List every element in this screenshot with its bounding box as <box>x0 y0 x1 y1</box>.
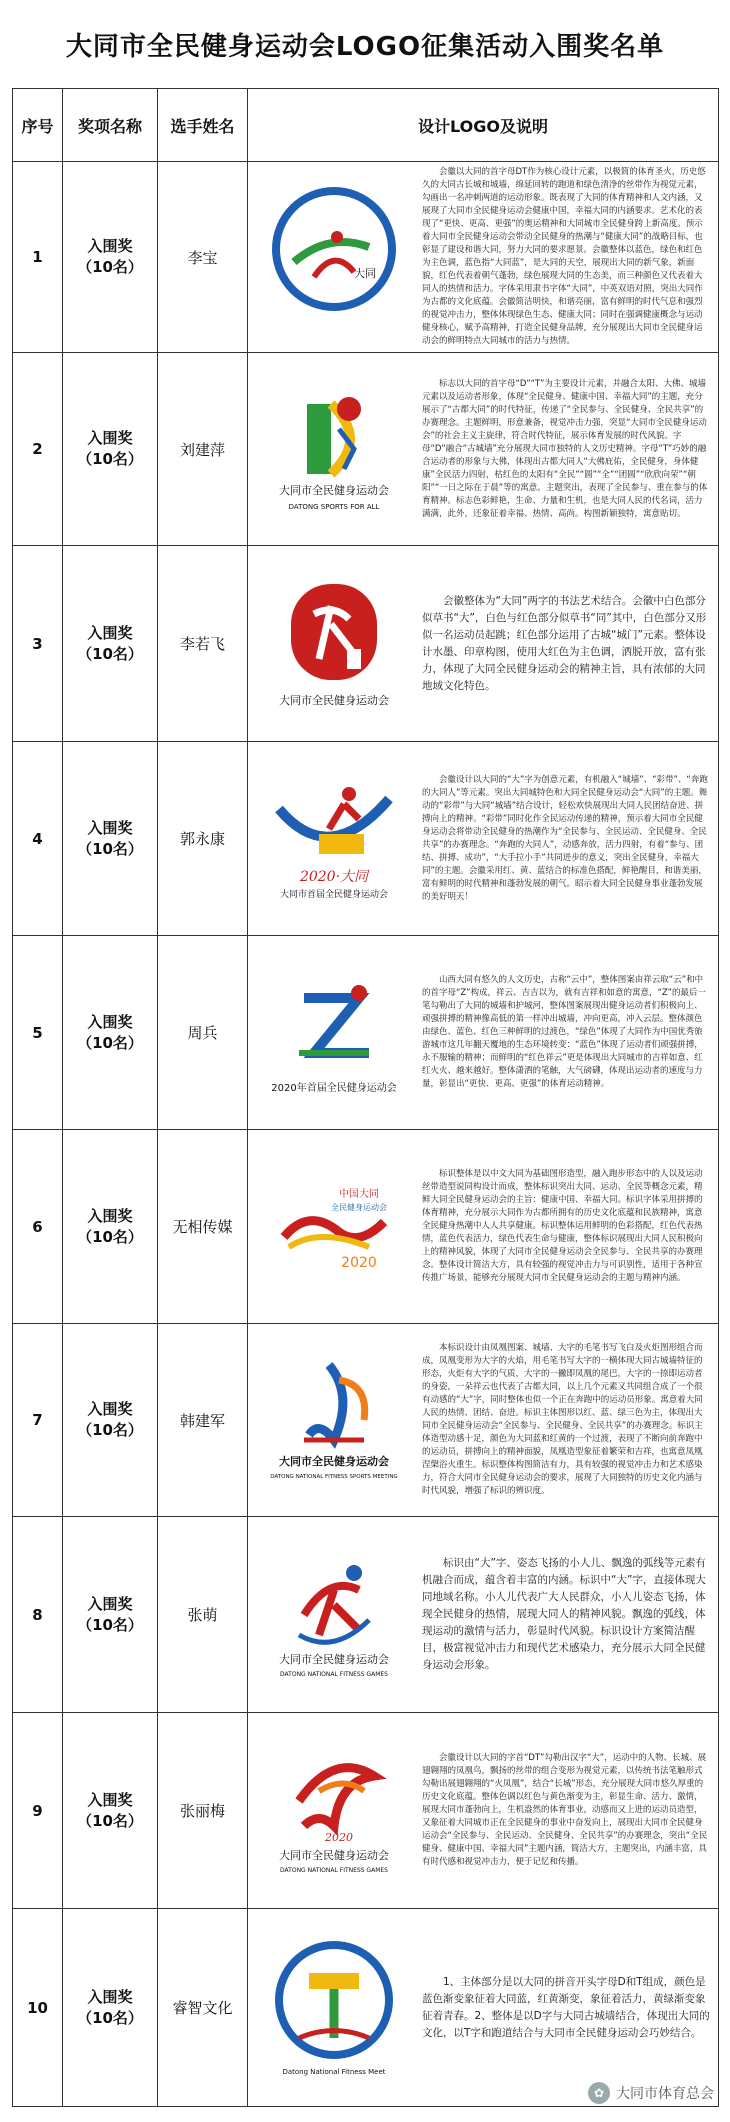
award-cell <box>63 1909 158 2107</box>
logo-description: 1、主体部分是以大同的拼音开头字母D和T组成，颜色是蓝色渐变象征着大同蓝，红黄渐变，象征着活力，黄绿渐变象征着青春。2、整体是以D字与大同古城墙结合，体现出大同的文化，以T字和跑道结合与大同市全民健身运动会巧妙结合。 <box>422 1975 710 2039</box>
award-name: 入围奖 <box>87 1012 133 1031</box>
logo-text: 大同市全民健身运动会 <box>279 1652 389 1666</box>
logo-image <box>254 1335 414 1505</box>
winner-name: 无相传媒 <box>158 1130 248 1324</box>
logo-image <box>254 1726 414 1896</box>
logo-text: DATONG NATIONAL FITNESS SPORTS MEETING <box>270 1474 398 1480</box>
logo-text: 2020年首届全民健身运动会 <box>271 1082 397 1094</box>
logo-image <box>254 754 414 924</box>
logo-text: 大同市全民健身运动会 <box>279 693 389 707</box>
logo-description: 标识由“大”字、姿态飞扬的小人儿、飘逸的弧线等元素有机融合而成，蕴含着丰富的内涵。标识中“大”字，直接体现大同地域名称。小人儿代表广大人民群众，小人儿姿态飞扬，体现全民健身的热情，展现大同人的精神风貌。飘逸的弧线，体现运动的激情与活力，彰显时代风貌。标识设计方案简洁醒目，极富视觉冲击力和现代艺术感染力，充分展示大同全民健身运动会形象。 <box>422 1557 706 1671</box>
row-number: 6 <box>13 1130 63 1324</box>
winner-name: 韩建军 <box>158 1324 248 1517</box>
logo-image <box>254 559 414 729</box>
table-row <box>13 1909 719 2107</box>
table-header-row <box>13 89 719 162</box>
row-number: 3 <box>13 546 63 742</box>
award-cell <box>63 1517 158 1713</box>
award-name: 入围奖 <box>87 1987 133 2006</box>
winner-name: 郭永康 <box>158 742 248 936</box>
logo-text: 大同市全民健身运动会 <box>279 484 389 497</box>
logo-sun <box>337 397 361 421</box>
logo-text: 2020·大同 <box>299 868 369 885</box>
award-count: （10名） <box>77 450 143 468</box>
award-name: 入围奖 <box>87 1400 133 1418</box>
award-cell <box>63 546 158 742</box>
logo-text: 大同市全民健身运动会 <box>279 1455 389 1468</box>
logo-text: DATONG NATIONAL FITNESS GAMES <box>280 1866 388 1874</box>
winner-name: 张萌 <box>158 1517 248 1713</box>
header-award: 奖项名称 <box>63 89 158 162</box>
table-row <box>13 1324 719 1517</box>
logo-text: 大同市全民健身运动会 <box>279 1848 389 1862</box>
logo-gate <box>347 649 361 669</box>
award-cell <box>63 936 158 1130</box>
header-design: 设计LOGO及说明 <box>248 89 719 162</box>
row-number: 7 <box>13 1324 63 1517</box>
award-cell <box>63 1130 158 1324</box>
design-cell <box>248 1909 719 2107</box>
row-number: 8 <box>13 1517 63 1713</box>
award-name: 入围奖 <box>87 429 133 447</box>
award-count: （10名） <box>77 2008 143 2027</box>
logo-image <box>254 1923 414 2093</box>
logo-figure <box>314 261 354 277</box>
logo-text: 2020 <box>341 1254 377 1271</box>
award-cell <box>63 742 158 936</box>
award-count: （10名） <box>77 1033 143 1052</box>
logo-description: 山西大同有悠久的人文历史，古称“云中”，整体图案由祥云取“云”和中的首字母“Z”构成，祥云、吉吉以为，就有吉祥和如意的寓意，“Z”的最后一笔勾勒出了大同的城墙和护城河，整体图案展现出健身运动者们积极向上、顽强拼搏的精神像高低的第一样冲出城墙，冲向更高，冲入云层。整体颜色由绿色、蓝色、红色三种鲜明的过渡色，“绿色”体现了大同作为中国优秀旅游城市这几年翻天覆地的生态环境转变：“蓝色”体现了运动者们顽强拼搏，永不服输的精神；而鲜明的“红色祥云”更是体现出大同城市的吉祥如意、红红火火、越来越好。整体潇洒的笔触，大气磅礴，体现出运动者的速度与力量，彰显出“更快、更高、更强”的体育运动精神。 <box>422 975 706 1089</box>
winner-name: 刘建萍 <box>158 353 248 546</box>
award-cell <box>63 1713 158 1909</box>
table-row <box>13 162 719 353</box>
award-count: （10名） <box>77 644 143 663</box>
results-table <box>12 88 719 2107</box>
row-number: 10 <box>13 1909 63 2107</box>
award-name: 入围奖 <box>87 237 133 255</box>
logo-image <box>254 1142 414 1312</box>
design-cell <box>248 546 719 742</box>
logo-description: 会徽设计以大同的字首“DT”勾勒出汉字“大”，运动中的人物、长城、展翅翱翔的凤凰鸟，飘扬的丝带的组合变形为视觉元素，以传统书法笔触形式勾勒出展翅翱翔的“火凤凰”，结合“长城”形态，充分展现大同市悠久厚重的历史文化底蕴。整体色调以红色与黄色渐变为主，彰显生命、活力、激情，展现大同市蓬勃向上，生机盎然的体育事业，动感而又上进的运动员造型，又象征着大同城市正在全民健身的事业中奋发向上，展现出大同市全民健身运动会“全民参与、全民运动、全民健身、全民共享”的办赛理念，突出“全民健身、健康中国、幸福大同”主题内涵，简洁大方，主题突出，内涵丰富，具有时代感和视觉冲击力，便于记忆和传播。 <box>422 1753 708 1867</box>
logo-image <box>254 1530 414 1700</box>
row-number: 2 <box>13 353 63 546</box>
logo-description: 会徽设计以大同的“大”字为创意元素，有机融入“城墙”、“彩带”、“奔跑的大同人”等元素。突出大同城特色和大同全民健身运动会“大同”的主题。舞动的“彩带”与大同“城墙”结合设计，轻松欢快展现出大同人民团结奋进、拼搏向上的精神。“彩带”同时化作全民运动传递的精神，预示着大同市全民健身运动会将带动全民健身的热潮作为“全民参与、全民运动、全民健身、全民共享”的办赛理念。“奔跑的大同人”，动感奔放，活力四射，有着“参与、团结、拼搏、成功”，“大手拉小手”共同进步的意义，突出全民健身，幸福大同”的主题。会徽采用红、黄、蓝结合的标准色搭配，鲜艳醒目，和谐美丽，富有鲜明的时代精神和蓬勃发展的朝气。昭示着大同全民健身事业蓬勃发展的美好明天！ <box>422 774 708 902</box>
table-row <box>13 1130 719 1324</box>
logo-description: 会徽整体为“大同”两字的书法艺术结合。会徽中白色部分似草书“大”，白色与红色部分似草书“同”其中，白色部分又形似一名运动员起跳；红色部分运用了古城“城门”元素。整体设计水墨、印章构图，使用大红色为主色调，洒脱开放，富有张力，体现了大同全民健身运动会的精神主旨，具有浓郁的大同地域文化特色。 <box>422 594 707 692</box>
logo-text: DATONG SPORTS FOR ALL <box>288 503 380 511</box>
logo-d-wall <box>307 404 331 474</box>
row-number: 5 <box>13 936 63 1130</box>
design-cell <box>248 1517 719 1713</box>
logo-image <box>254 364 414 534</box>
award-cell <box>63 353 158 546</box>
logo-description: 本标识设计由凤凰图案、城墙、大字的毛笔书写飞白及火炬图形组合而成，凤凰变形为大字的火焰，用毛笔书写大字的一横体现大同古城墙特征的形态，火炬有大字的气质，大字的一撇即凤凰的尾巴，大字的一捺即运动者的身姿，一朵祥云也代表了古都大同，以上几个元素又共同组合成了一个很有动感的“大”字，同时整体也似一个正在奔跑中的运动员形象。寓意着大同人民的热情、团结、奋进。标识主体图形以红、蓝、绿三色为主，体现出大同市全民健身运动会“全民参与、全民健身、全民共享”的办赛理念。标识主体造型动感十足，颜色为大同蓝和红黄的一个过渡，表现了不断向前奔跑中的运动员，拼搏向上的精神面貌，凤凰造型象征着繁荣和吉祥，也寓意凤凰涅槃浴火重生。标识整体构图简洁有力，具有较强的视觉冲击力和艺术感染力，符合大同市全民健身运动会的要求，展现了大同独特的历史文化内涵与时代风貌，增强了标识的辨识度。 <box>422 1343 703 1496</box>
logo-da-figure <box>304 1585 359 1634</box>
winner-name: 周兵 <box>158 936 248 1130</box>
design-cell <box>248 1713 719 1909</box>
logo-text: 2020 <box>325 1830 353 1844</box>
row-number: 9 <box>13 1713 63 1909</box>
award-count: （10名） <box>77 258 143 276</box>
logo-wall <box>319 834 364 854</box>
logo-wall <box>309 1973 359 1989</box>
winner-name: 张丽梅 <box>158 1713 248 1909</box>
design-cell <box>248 742 719 936</box>
header-num: 序号 <box>13 89 63 162</box>
logo-description: 标识整体是以中文大同为基础图形造型，融入跑步形态中的人以及运动丝带造型说同构设计而成，整体标识突出大同、运动、全民等概念元素，精鲜大同全民健身运动会的主旨：健康中国、幸福大同。标识字体采用拼搏的体育精神，充分展示大同作为古都所拥有的历史文化底蕴和民族精神，寓意全民健身热潮中人人共享健康。标识整体运用鲜明的色彩搭配，红色代表热情，蓝色代表活力，绿色代表生命与健康，整体标识展现出大同人民积极向上的精神风貌，体现了大同市全民健身运动会全民参与、全民共享的办赛理念。整体设计简洁大方，具有较强的视觉冲击力与可识别性，适用于各种宣传推广场景，能够充分展现大同市全民健身运动会的主题与精神内涵。 <box>422 1169 703 1283</box>
award-name: 入围奖 <box>87 1790 133 1809</box>
watermark <box>588 2082 714 2104</box>
logo-image <box>254 948 414 1118</box>
header-winner: 选手姓名 <box>158 89 248 162</box>
logo-ring <box>276 191 392 307</box>
row-number: 4 <box>13 742 63 936</box>
logo-description: 会徽以大同的首字母DT作为核心设计元素，以极简的体育圣火，历史悠久的大同古长城和城墙，绵延回转的跑道和绿色清净的丝带作为视觉元素，勾画出一名冲刺两道的运动形象。既表现了大同的体育精神和人文内涵，又展现了大同市全民健身运动会健康中国，幸福大同的内涵要求。艺术化的表现了“更快、更高、更强”的奥运精神和大同城市全民健身跨上新高度。预示着大同市全民健身运动会带动全民健身的热潮与“健康大同”的战略目标，也彰显了建设和谐大同，努力大同的要求愿景。会徽整体以蓝色，绿色和红色为主色调，蓝色指“大同蓝”，是大同的天空，展现出大同的新气象，新面貌，红色代表着朝气蓬勃，绿色展现大同的生态美，而三种颜色又代表着大同人的热情和活力。字体采用隶书字体“大同”，中英双语对照，突出大同作为古都的文化底蕴。会徽简洁明快，和谐亮丽，富有鲜明的时代气息和强烈的视觉冲击力，整体体现绿色生态、健康大同；同时在强调健康概念与运动健身核心，赋予高精神，打造全民健身品牌，充分展现出大同市全民健身运动会的鲜明特点大同城市的活力与热情。 <box>422 167 706 346</box>
table-row <box>13 546 719 742</box>
design-cell <box>248 162 719 353</box>
page-title: 大同市全民健身运动会LOGO征集活动入围奖名单 <box>65 31 665 62</box>
award-name: 入围奖 <box>87 1594 133 1613</box>
design-cell <box>248 353 719 546</box>
award-count: （10名） <box>77 1421 143 1439</box>
design-cell <box>248 1130 719 1324</box>
table-row <box>13 1713 719 1909</box>
logo-cloud-z <box>304 998 369 1053</box>
logo-text: DATONG NATIONAL FITNESS GAMES <box>280 1670 388 1678</box>
award-count: （10名） <box>77 1811 143 1830</box>
award-count: （10名） <box>77 1615 143 1634</box>
table-row <box>13 1517 719 1713</box>
table-row <box>13 936 719 1130</box>
winner-name: 李宝 <box>158 162 248 353</box>
design-cell <box>248 936 719 1130</box>
winner-name: 李若飞 <box>158 546 248 742</box>
logo-text: Datong National Fitness Meet <box>282 2067 386 2076</box>
row-number: 1 <box>13 162 63 353</box>
logo-image <box>254 172 414 342</box>
logo-text: 大同市首届全民健身运动会 <box>279 889 389 900</box>
logo-text: 全民健身运动会 <box>331 1202 387 1212</box>
award-count: （10名） <box>77 1227 143 1246</box>
award-name: 入围奖 <box>87 818 133 837</box>
watermark-text: 大同市体育总会 <box>616 2086 714 2102</box>
table-row <box>13 742 719 936</box>
award-cell <box>63 1324 158 1517</box>
award-cell <box>63 162 158 353</box>
table-row <box>13 353 719 546</box>
logo-phoenix <box>309 1365 343 1440</box>
logo-fire-bird <box>299 1767 374 1825</box>
winner-name: 睿智文化 <box>158 1909 248 2107</box>
logo-description: 标志以大同的首字母“D”“T”为主要设计元素，并融合太阳、大佛、城墙元素以及运动者形象，体现“全民健身、健康中国、幸福大同”的主题，充分展示了“古都大同”的时代特征，传递了“全民参与、全民健身、全民共享”的办赛理念。主题鲜明，形意兼备，视觉冲击力强，突显“大同市全民健身运动会”的社会主义主旋律，符合时代特征，展示体育发展的时代风貌。字母“D”融合“古城墙”充分展现大同市独特的人文历史精神。字母“T”巧妙的融合运动者的形象与大佛，体现出古都大同人“大佛庇佑，全民健身，身体健康”全民活力四射，枯红色的太阳有“全民”“圆”“全”“团圆”“欣欣向荣”“朝阳”“一日之际在于晨”等的寓意。主题突出，表现了全民参与、重在参与的体育精神。标志色彩鲜艳，生命、力量和生机，也是大同人民的代名词，活力满满，此外，还象征着幸福、热情、高尚。构图新颖独特，寓意贴切。 <box>422 378 708 519</box>
award-count: （10名） <box>77 839 143 858</box>
logo-text: 大同 <box>354 267 376 280</box>
logo-text: 中国大同 <box>339 1188 379 1200</box>
award-name: 入围奖 <box>87 1206 133 1225</box>
wechat-icon: ✿ <box>588 2082 610 2104</box>
design-cell <box>248 1324 719 1517</box>
award-name: 入围奖 <box>87 623 133 642</box>
